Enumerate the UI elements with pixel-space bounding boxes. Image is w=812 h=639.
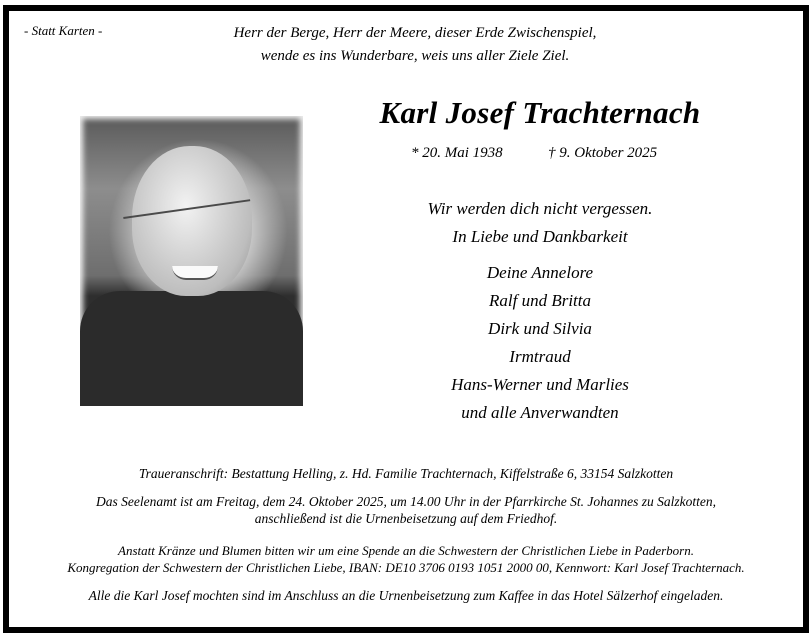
donation-info [14, 542, 798, 576]
closing-line-2: In Liebe und Dankbarkeit [452, 227, 628, 246]
mourner: Ralf und Britta [489, 291, 591, 310]
mourners-list [390, 259, 690, 427]
mourner: und alle Anverwandten [461, 403, 619, 422]
mourner: Hans-Werner und Marlies [451, 375, 629, 394]
statt-karten-label: - Statt Karten - [24, 23, 103, 38]
portrait-photo [80, 116, 303, 406]
death-date: † 9. Oktober 2025 [548, 145, 658, 161]
mourner: Deine Annelore [486, 263, 594, 282]
portrait-image [80, 116, 303, 406]
closing-words [390, 195, 690, 251]
mass-line-2: anschließend ist die Urnenbeisetzung auf dem Friedhof. [254, 511, 558, 526]
birth-date: * 20. Mai 1938 [411, 145, 503, 161]
closing-line-1: Wir werden dich nicht vergessen. [427, 199, 653, 218]
portrait-shirt [80, 291, 303, 406]
mourner: Dirk und Silvia [488, 319, 592, 338]
coffee-invitation: Alle die Karl Josef mochten sind im Anschluss an die Urnenbeisetzung zum Kaffee in das Hotel Sälzerhof eingeladen. [88, 588, 724, 603]
motto-verse [150, 22, 680, 68]
motto-line-2: wende es ins Wunderbare, weis uns aller Ziele Ziel. [260, 48, 570, 64]
mourner: Irmtraud [509, 347, 571, 366]
portrait-smile [172, 266, 218, 280]
donation-line-2: Kongregation der Schwestern der Christlichen Liebe, IBAN: DE10 3706 0193 1051 2000 00, Kennwort: Karl Josef Trachternach. [67, 560, 745, 575]
mourning-address: Traueranschrift: Bestattung Helling, z. Hd. Familie Trachternach, Kiffelstraße 6, 33154 Salzkotten [138, 466, 674, 481]
motto-line-1: Herr der Berge, Herr der Meere, dieser Erde Zwischenspiel, [233, 25, 597, 41]
donation-line-1: Anstatt Kränze und Blumen bitten wir um eine Spende an die Schwestern der Christlichen Liebe in Paderborn. [118, 543, 694, 558]
funeral-mass-info [14, 493, 798, 527]
deceased-name: Karl Josef Trachternach [379, 95, 701, 130]
mass-line-1: Das Seelenamt ist am Freitag, dem 24. Oktober 2025, um 14.00 Uhr in der Pfarrkirche St. Johannes zu Salzkotten, [96, 494, 716, 509]
